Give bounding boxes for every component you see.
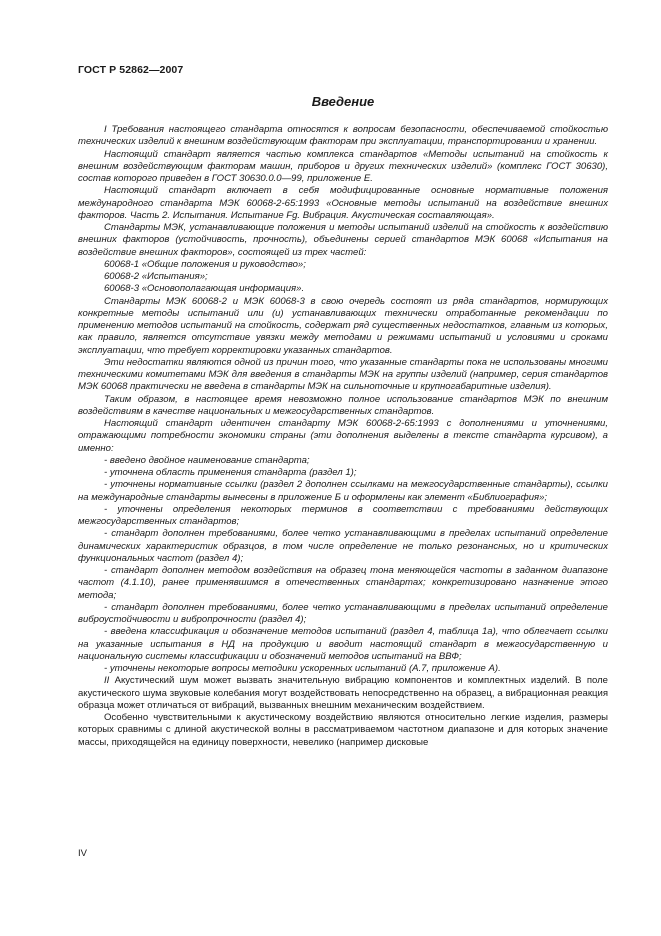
paragraph: I Требования настоящего стандарта относятся к вопросам безопасности, обеспечиваемой стойкостью технических изделий к внешним воздействующим факторам при эксплуатации, транспортировании и хранении.: [78, 124, 608, 148]
list-item: - уточнена область применения стандарта (раздел 1);: [104, 467, 357, 478]
section-numeral: II: [104, 675, 110, 687]
paragraph: Стандарты МЭК 60068-2 и МЭК 60068-3 в свою очередь состоят из ряда стандартов, нормирующих конкретные методы испытаний или (и) устанавливающих технически отработанные рекомендации по применению методов испытаний на стойкость, содержат ряд существенных недостатков, главным из которых, как правило, является отсутствие увязки между методами и режимами испытаний и условиями и сроками эксплуатации, что требует корректировки указанных стандартов.: [78, 295, 608, 356]
document-code-header: ГОСТ Р 52862—2007: [78, 64, 184, 76]
list-item: - уточнены нормативные ссылки (раздел 2 дополнен ссылками на межгосударственные стандарты), ссылки на международные стандарты вынесены в приложение Б и оформлены как элемент «Библиография»;: [78, 479, 608, 503]
page-number: IV: [78, 848, 87, 859]
list-item: 60068-3 «Основополагающая информация».: [104, 283, 305, 295]
list-item: - введено двойное наименование стандарта;: [104, 454, 310, 466]
document-body: [78, 124, 608, 749]
paragraph: Настоящий стандарт идентичен стандарту МЭК 60068-2-65:1993 с дополнениями и уточнениями, отражающими потребности экономики страны (эти дополнения выделены в тексте стандарта курсивом), а именно:: [78, 418, 608, 454]
paragraph: Особенно чувствительными к акустическому воздействию являются относительно легкие изделия, размеры которых сравнимы с длиной акустической волны в рассматриваемом частотном диапазоне и для которых значение массы, приходящейся на единицу поверхности, невелико (например дисковые: [78, 712, 608, 748]
paragraph: [78, 675, 608, 712]
paragraph-text: Акустический шум может вызвать значительную вибрацию компонентов и комплектных изделий. В поле акустического шума звуковые колебания могут воздействовать непосредственно на образец, а вибрационная реакция образца может отличаться от вибраций, вызванных внешним механическим воздействием.: [78, 675, 608, 711]
list-item: - стандарт дополнен требованиями, более четко устанавливающими в пределах испытаний определение динамических характеристик образцов, в том числе определение не только резонансных, но и критических функциональных частот (раздел 4);: [78, 528, 608, 564]
document-page: [78, 0, 608, 936]
list-item: 60068-1 «Общие положения и руководство»;: [104, 258, 306, 270]
list-item: 60068-2 «Испытания»;: [104, 271, 208, 282]
paragraph: Стандарты МЭК, устанавливающие положения и методы испытаний изделий на стойкость к воздействию внешних факторов (устойчивость, прочность), объединены серией стандартов МЭК 60068 «Испытания на воздействие внешних факторов», состоящей из трех частей:: [78, 222, 608, 258]
list-item: - стандарт дополнен требованиями, более четко устанавливающими в пределах испытаний определение виброустойчивости и вибропрочности (раздел 4);: [78, 601, 608, 625]
list-item: - уточнены некоторые вопросы методики ускоренных испытаний (А.7, приложение А).: [104, 663, 501, 674]
list-item: - стандарт дополнен методом воздействия на образец тона меняющейся частоты в заданном диапазоне частот (4.1.10), ранее применявшимся в отечественных стандартах; конкретизировано назначение этого метода;: [78, 565, 608, 601]
list-item: - введена классификация и обозначение методов испытаний (раздел 4, таблица 1а), что облегчает ссылки на указанные испытания в НД на продукцию и вводит настоящий стандарт в межгосударственную и национальную системы классификации и обозначений методов испытаний на ВВФ;: [78, 626, 608, 662]
section-title: Введение: [311, 94, 375, 109]
paragraph: Настоящий стандарт включает в себя модифицированные основные нормативные положения международного стандарта МЭК 60068-2-65:1993 «Основные методы испытаний на воздействие внешних факторов. Часть 2. Испытания. Испытание Fg. Вибрация. Акустическая составляющая».: [78, 185, 608, 221]
list-item: - уточнены определения некоторых терминов в соответствии с требованиями действующих межгосударственных стандартов;: [78, 503, 608, 527]
paragraph: Таким образом, в настоящее время невозможно полное использование стандартов МЭК по внешним воздействиям в качестве национальных и межгосударственных стандартов.: [78, 393, 608, 417]
paragraph: Эти недостатки являются одной из причин того, что указанные стандарты пока не использованы многими техническими комитетами МЭК для введения в стандарты МЭК на группы изделий (например, серия стандартов МЭК 60068 практически не введена в стандарты МЭК на сильноточные и крупногабаритные изделия).: [78, 356, 608, 393]
paragraph: Настоящий стандарт является частью комплекса стандартов «Методы испытаний на стойкость к внешним воздействующим факторам машин, приборов и других технических изделий» (комплекс ГОСТ 30630), состав которого приведен в ГОСТ 30630.0.0—99, приложение Е.: [78, 148, 608, 184]
